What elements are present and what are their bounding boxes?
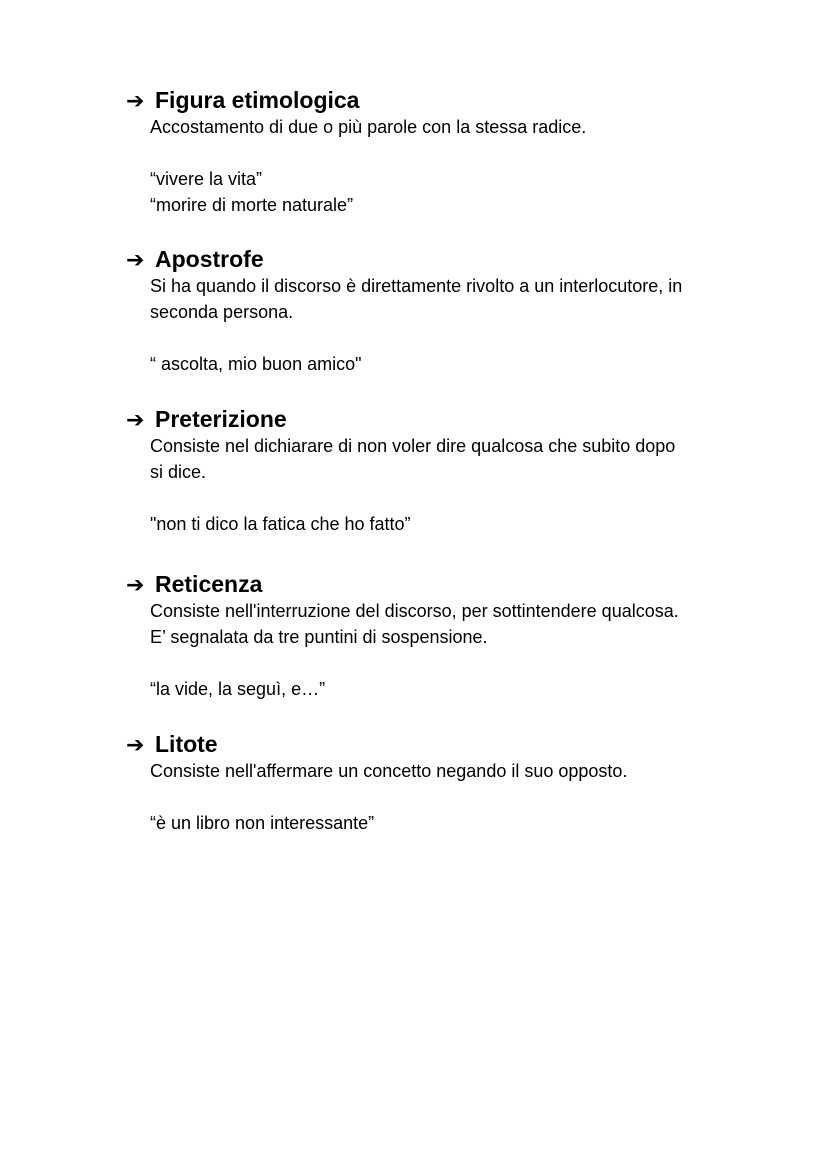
section-reticenza	[126, 570, 766, 702]
section-preterizione	[126, 405, 766, 537]
arrow-right-icon: ➔	[126, 247, 145, 272]
section-figura-etimologica	[126, 86, 766, 218]
description-line: E’ segnalata da tre puntini di sospensione.	[150, 627, 488, 647]
description-line: seconda persona.	[150, 302, 294, 322]
arrow-right-icon: ➔	[126, 88, 145, 113]
section-body	[150, 114, 766, 218]
example-line: "non ti dico la fatica che ho fatto”	[150, 514, 411, 534]
description-line: Accostamento di due o più parole con la stessa radice.	[150, 117, 587, 137]
example-line: “ ascolta, mio buon amico"	[150, 354, 362, 374]
example-line: “vivere la vita”	[150, 169, 263, 189]
arrow-right-icon: ➔	[126, 732, 145, 757]
section-title: Reticenza	[155, 571, 263, 597]
example-line: “è un libro non interessante”	[150, 813, 375, 833]
section-body	[150, 433, 766, 537]
section-heading	[126, 730, 766, 758]
arrow-right-icon: ➔	[126, 407, 145, 432]
description-line: Consiste nel dichiarare di non voler dire qualcosa che subito dopo	[150, 436, 676, 456]
section-title: Litote	[155, 731, 218, 757]
section-title: Figura etimologica	[155, 87, 360, 113]
section-heading	[126, 570, 766, 598]
section-litote	[126, 730, 766, 836]
section-body	[150, 273, 766, 377]
section-heading	[126, 245, 766, 273]
section-heading	[126, 405, 766, 433]
description-line: si dice.	[150, 462, 207, 482]
section-body	[150, 598, 766, 702]
section-apostrofe	[126, 245, 766, 377]
description-line: Si ha quando il discorso è direttamente rivolto a un interlocutore, in	[150, 276, 683, 296]
arrow-right-icon: ➔	[126, 572, 145, 597]
section-title: Preterizione	[155, 406, 287, 432]
example-line: “morire di morte naturale”	[150, 195, 354, 215]
description-line: Consiste nell'interruzione del discorso, per sottintendere qualcosa.	[150, 601, 679, 621]
section-title: Apostrofe	[155, 246, 264, 272]
section-body	[150, 758, 766, 836]
example-line: “la vide, la seguì, e…”	[150, 679, 326, 699]
description-line: Consiste nell'affermare un concetto negando il suo opposto.	[150, 761, 628, 781]
section-heading	[126, 86, 766, 114]
